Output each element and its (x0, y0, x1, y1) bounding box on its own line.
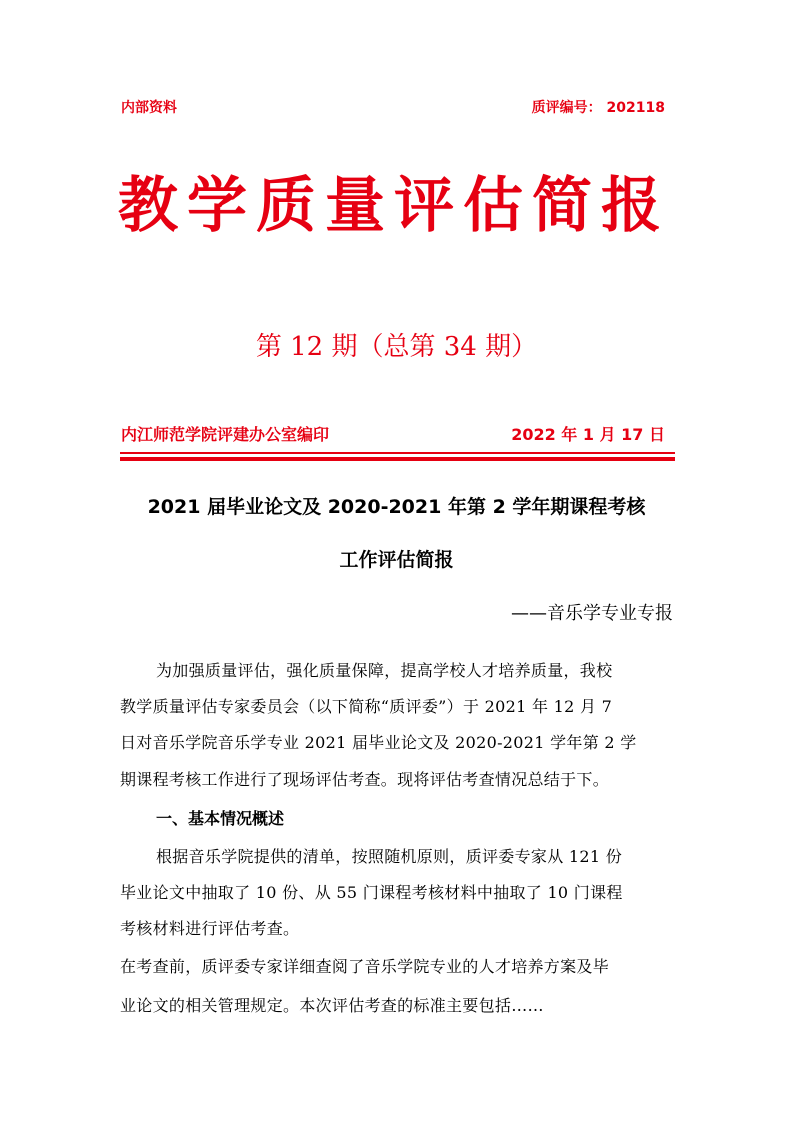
publisher-line: 内江师范学院评建办公室编印 (121, 425, 330, 444)
issue-number: 第 12 期（总第 34 期） (255, 332, 538, 362)
paragraph1-line: 日对音乐学院音乐学专业 2021 届毕业论文及 2020-2021 学年第 2 学 (120, 733, 637, 752)
masthead-title: 教学质量评估简报 (118, 171, 670, 241)
publish-date: 2022 年 1 月 17 日 (511, 425, 665, 444)
paragraph3-line: 在考查前，质评委专家详细查阅了音乐学院专业的人才培养方案及毕 (120, 957, 610, 976)
article-title-line1: 2021 届毕业论文及 2020-2021 年第 2 学年期课程考核 (147, 496, 646, 518)
paragraph3-line: 业论文的相关管理规定。本次评估考查的标准主要包括…… (120, 996, 544, 1015)
section-heading: 一、基本情况概述 (156, 809, 285, 828)
paragraph2-line: 毕业论文中抽取了 10 份、从 55 门课程考核材料中抽取了 10 门课程 (120, 883, 623, 902)
article-title-line2: 工作评估简报 (339, 549, 454, 571)
classification-label: 内部资料 (121, 100, 177, 116)
serial-number: 质评编号： 202118 (531, 100, 665, 116)
paragraph1-line: 教学质量评估专家委员会（以下简称“质评委”）于 2021 年 12 月 7 (120, 697, 613, 716)
header-divider-thin (120, 452, 675, 454)
paragraph1-line: 期课程考核工作进行了现场评估考查。现将评估考查情况总结于下。 (120, 770, 610, 789)
paragraph1-line: 为加强质量评估，强化质量保障，提高学校人才培养质量，我校 (156, 661, 613, 680)
paragraph2-line: 考核材料进行评估考查。 (120, 919, 300, 938)
header-divider-thick (120, 457, 675, 461)
paragraph2-line: 根据音乐学院提供的清单，按照随机原则，质评委专家从 121 份 (156, 847, 623, 866)
article-subtitle: ——音乐学专业专报 (511, 603, 673, 624)
